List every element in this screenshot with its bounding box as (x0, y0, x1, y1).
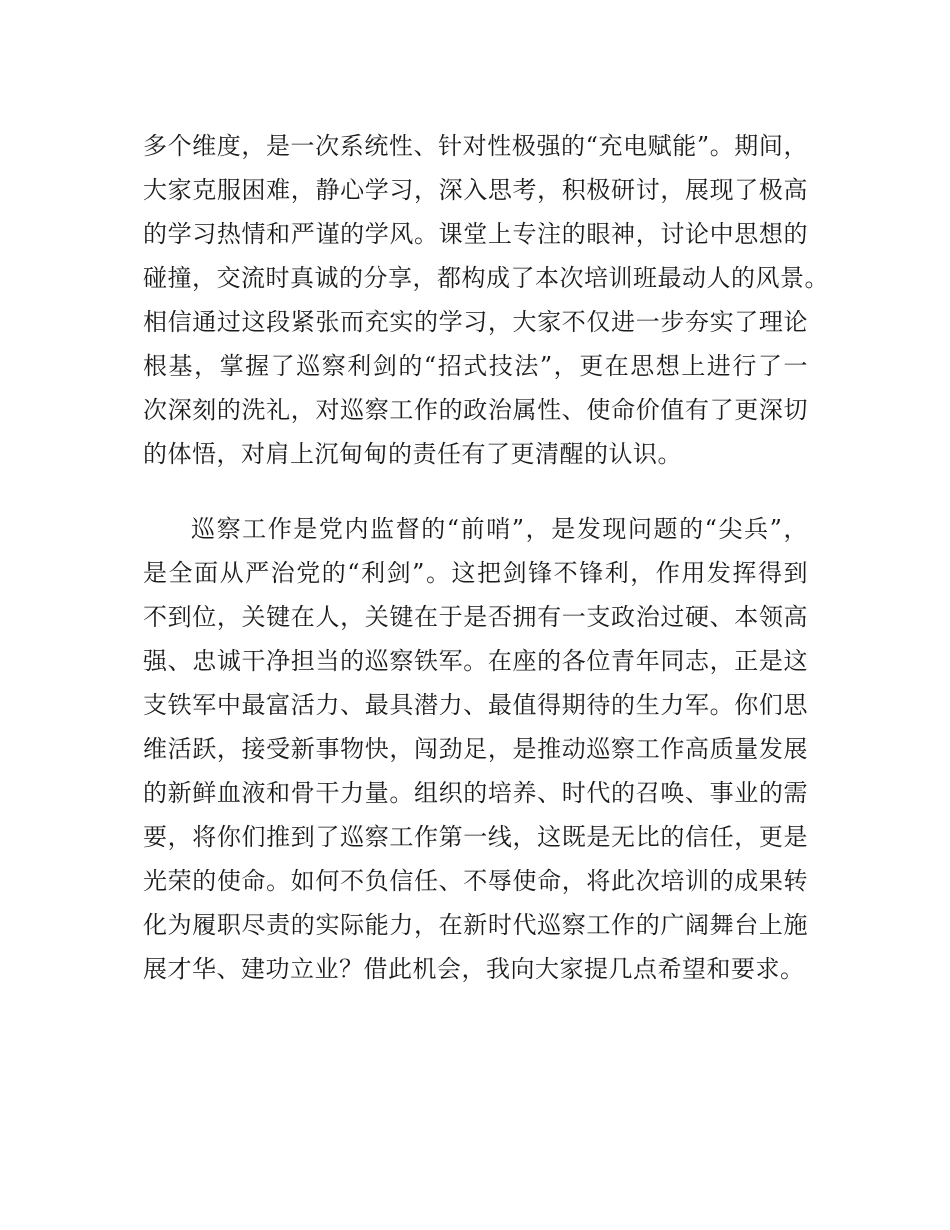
text-line: 的新鲜血液和骨干力量。组织的培养、时代的召唤、事业的需 (143, 779, 808, 807)
document-body (143, 124, 829, 991)
text-line: 不到位，关键在人，关键在于是否拥有一支政治过硬、本领高 (143, 603, 808, 631)
text-line: 大家克服困难，静心学习，深入思考，积极研讨，展现了极高 (143, 176, 808, 204)
text-line: 多个维度，是一次系统性、针对性极强的“充电赋能”。期间， (143, 132, 808, 160)
paragraph-spacer (143, 476, 808, 507)
text-line: 根基，掌握了巡察利剑的“招式技法”，更在思想上进行了一 (143, 352, 808, 380)
text-line: 是全面从严治党的“利剑”。这把剑锋不锋利，作用发挥得到 (143, 559, 808, 587)
text-line: 相信通过这段紧张而充实的学习，大家不仅进一步夯实了理论 (143, 308, 808, 336)
paragraph-1 (143, 124, 829, 476)
text-line: 要，将你们推到了巡察工作第一线，这既是无比的信任，更是 (143, 823, 808, 851)
text-line: 巡察工作是党内监督的“前哨”，是发现问题的“尖兵”， (191, 515, 808, 543)
text-line: 光荣的使命。如何不负信任、不辱使命，将此次培训的成果转 (143, 867, 808, 895)
text-line: 次深刻的洗礼，对巡察工作的政治属性、使命价值有了更深切 (143, 396, 808, 424)
text-line: 的体悟，对肩上沉甸甸的责任有了更清醒的认识。 (143, 440, 682, 468)
text-line: 化为履职尽责的实际能力，在新时代巡察工作的广阔舞台上施 (143, 911, 808, 939)
paragraph-2 (143, 507, 808, 991)
text-line: 强、忠诚干净担当的巡察铁军。在座的各位青年同志，正是这 (143, 647, 808, 675)
text-line: 的学习热情和严谨的学风。课堂上专注的眼神，讨论中思想的 (143, 220, 808, 248)
text-line: 展才华、建功立业？借此机会，我向大家提几点希望和要求。 (143, 955, 805, 983)
text-line: 支铁军中最富活力、最具潜力、最值得期待的生力军。你们思 (143, 691, 808, 719)
text-line: 维活跃，接受新事物快，闯劲足，是推动巡察工作高质量发展 (143, 735, 808, 763)
text-line: 碰撞，交流时真诚的分享，都构成了本次培训班最动人的风景。 (143, 264, 829, 292)
